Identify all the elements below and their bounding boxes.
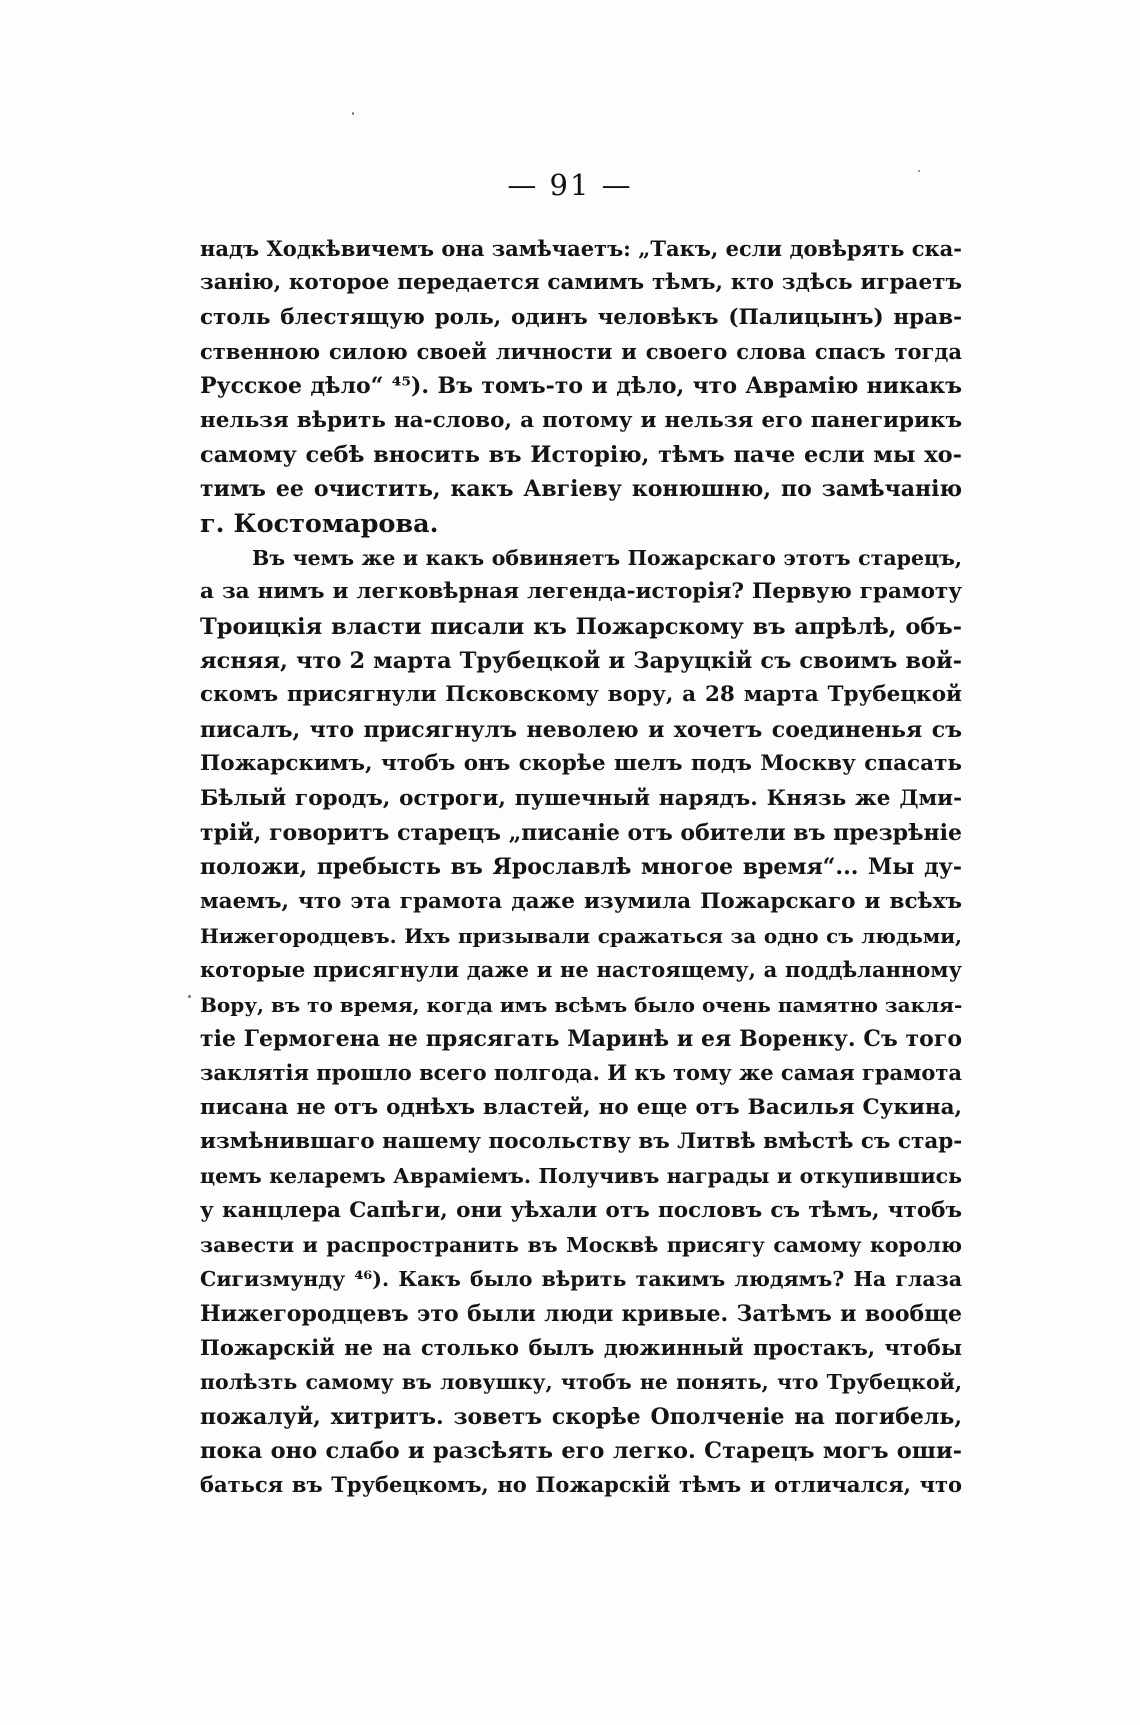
text-line: пока оно слабо и разсѣять его легко. Старецъ могъ оши- xyxy=(200,1438,962,1465)
text-line: Въ чемъ же и какъ обвиняетъ Пожарскаго этотъ старецъ, xyxy=(252,546,962,571)
text-line: Нижегородцевъ. Ихъ призывали сражаться за одно съ людьми, xyxy=(200,923,962,948)
text-line: Русское дѣло“ ⁴⁵). Въ томъ-то и дѣло, что Аврамію никакъ xyxy=(200,373,962,400)
text-line: баться въ Трубецкомъ, но Пожарскій тѣмъ и отличался, что xyxy=(200,1472,962,1498)
text-line: ственною силою своей личности и своего слова спасъ тогда xyxy=(200,339,962,365)
page-number: — 91 — xyxy=(507,168,633,202)
text-line: Пожарскій не на столько былъ дюжинный простакъ, чтобы xyxy=(200,1335,962,1360)
text-line: заклятія прошло всего полгода. И къ тому же самая грамота xyxy=(200,1060,962,1086)
scan-speck xyxy=(352,112,354,115)
text-line: занію, которое передается самимъ тѣмъ, кто здѣсь играетъ xyxy=(200,270,962,296)
scan-speck xyxy=(918,170,920,172)
text-line: ясняя, что 2 марта Трубецкой и Заруцкій съ своимъ вой- xyxy=(200,648,962,675)
text-line: Троицкія власти писали къ Пожарскому въ апрѣлѣ, объ- xyxy=(200,613,962,640)
text-line: завести и распространить въ Москвѣ присягу самому королю xyxy=(200,1232,962,1257)
text-line: тимъ ее очистить, какъ Авгіеву конюшню, по замѣчанію xyxy=(200,476,962,503)
text-line: писалъ, что присягнулъ неволею и хочетъ соединенья съ xyxy=(200,716,962,743)
text-line: Сигизмунду ⁴⁶). Какъ было вѣрить такимъ людямъ? На глаза xyxy=(200,1267,962,1292)
text-line: трій, говоритъ старецъ „писаніе отъ обители въ презрѣніе xyxy=(200,819,962,846)
text-line: Пожарскимъ, чтобъ онъ скорѣе шелъ подъ Москву спасать xyxy=(200,751,962,777)
text-line: писана не отъ однѣхъ властей, но еще отъ Василья Сукина, xyxy=(200,1094,962,1120)
text-line: маемъ, что эта грамота даже изумила Пожарскаго и всѣхъ xyxy=(200,888,962,914)
text-line: г. Костомарова. xyxy=(200,508,439,539)
text-line: у канцлера Сапѣги, они уѣхали отъ пословъ съ тѣмъ, чтобъ xyxy=(200,1197,962,1223)
text-line: пожалуй, хитритъ. зоветъ скорѣе Ополченіе на погибель, xyxy=(200,1403,962,1430)
text-line: Бѣлый городъ, остроги, пушечный нарядъ. Князь же Дми- xyxy=(200,785,962,811)
text-line: положи, пребысть въ Ярославлѣ многое время“... Мы ду- xyxy=(200,854,962,881)
text-line: Нижегородцевъ это были люди кривые. Затѣмъ и вообще xyxy=(200,1300,962,1327)
text-line: а за нимъ и легковѣрная легенда-исторія? Первую грамоту xyxy=(200,579,962,605)
paragraph-2 xyxy=(200,541,962,1503)
text-line: скомъ присягнули Псковскому вору, а 28 марта Трубецкой xyxy=(200,682,962,708)
text-line: тіе Гермогена не прясягать Маринѣ и ея Воренку. Съ того xyxy=(200,1025,962,1052)
text-line: полѣзть самому въ ловушку, чтобъ не понять, что Трубецкой, xyxy=(200,1370,962,1395)
text-line: Вору, въ то время, когда имъ всѣмъ было очень памятно закля- xyxy=(200,992,963,1017)
text-line: которые присягнули даже и не настоящему, а поддѣланному xyxy=(200,957,962,983)
text-line: самому себѣ вносить въ Исторію, тѣмъ паче если мы хо- xyxy=(200,442,962,469)
text-line: цемъ келаремъ Авраміемъ. Получивъ награды и откупившись xyxy=(200,1164,962,1189)
text-line: надъ Ходкѣвичемъ она замѣчаетъ: „Такъ, если довѣрять ска- xyxy=(200,236,962,261)
body-text xyxy=(200,232,962,1503)
scan-speck xyxy=(188,995,191,998)
text-line: нельзя вѣрить на-слово, а потому и нельзя его панегирикъ xyxy=(200,407,962,433)
text-line: измѣнившаго нашему посольству въ Литвѣ вмѣстѣ съ стар- xyxy=(200,1128,963,1154)
paragraph-1 xyxy=(200,232,962,541)
text-line: столь блестящую роль, одинъ человѣкъ (Палицынъ) нрав- xyxy=(200,304,962,330)
